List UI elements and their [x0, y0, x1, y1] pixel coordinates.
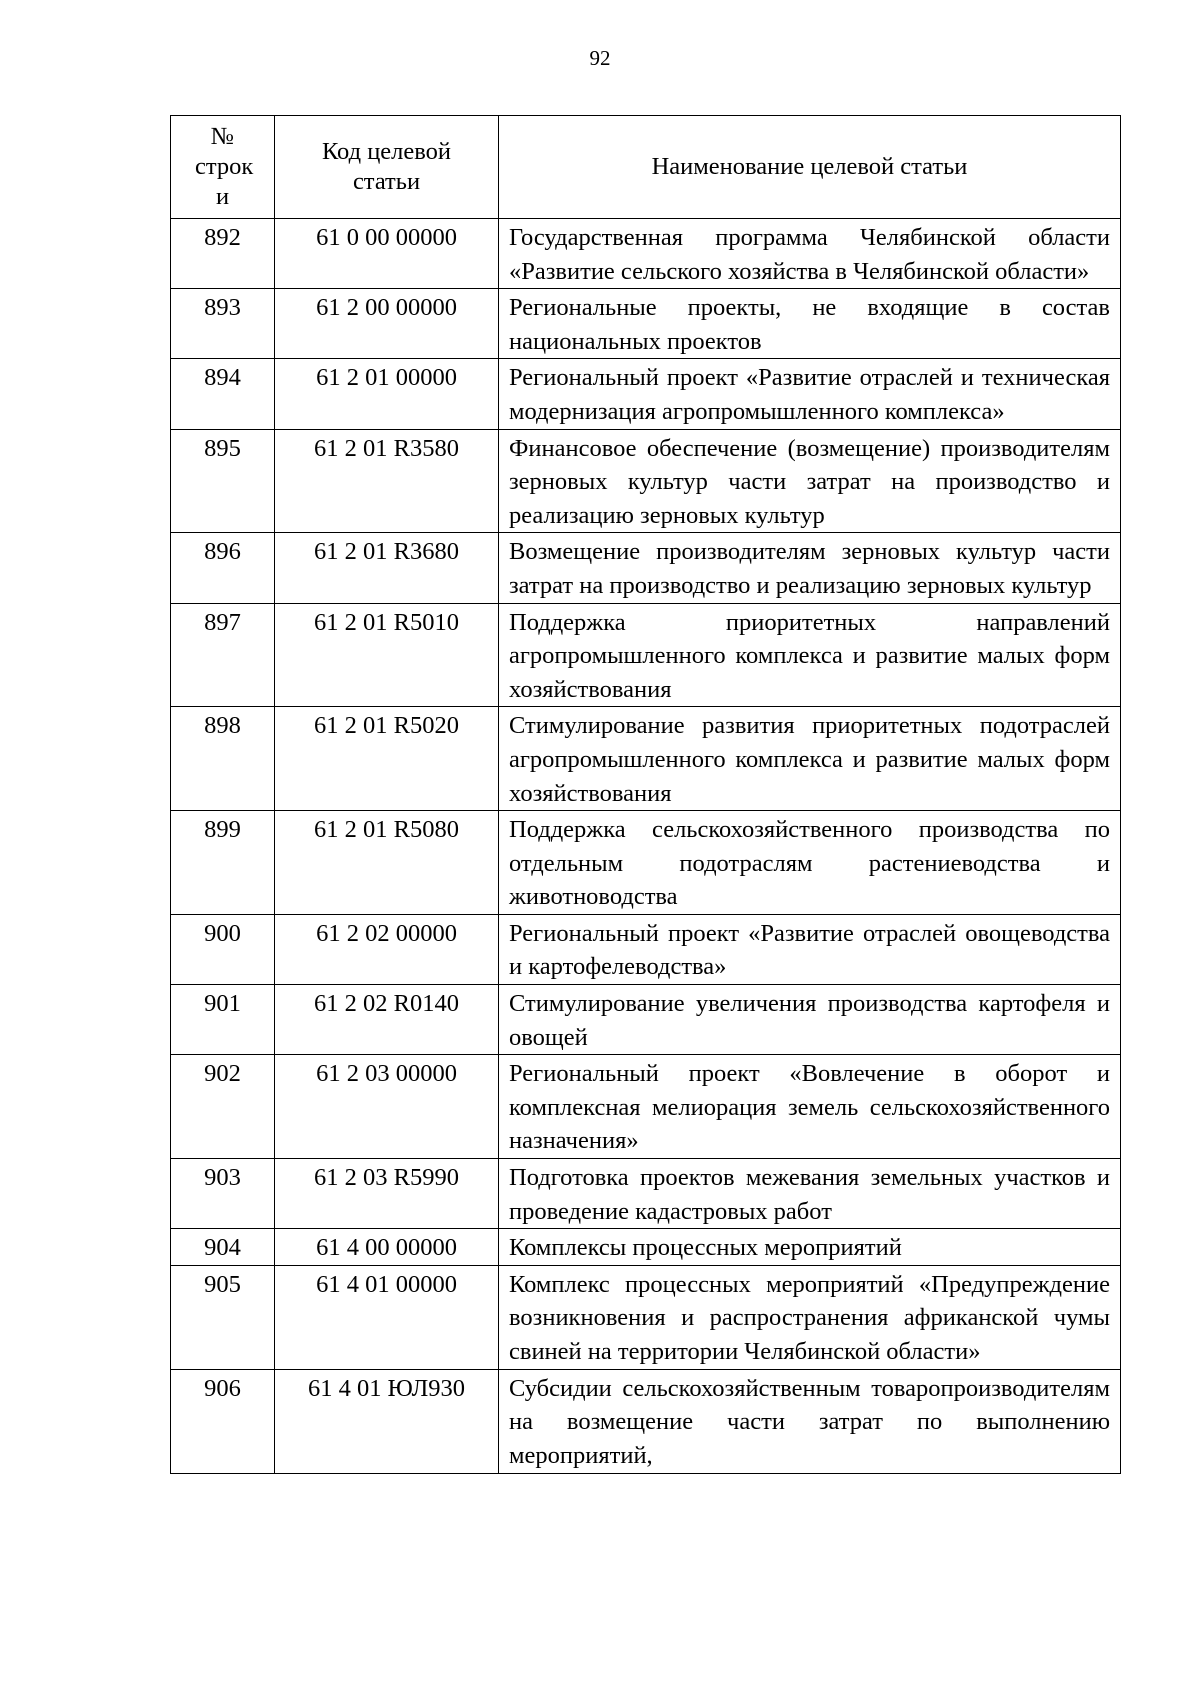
article-name: Региональный проект «Вовлечение в оборот и комплексная мелиорация земель сельскохозяйственного назначения»	[499, 1055, 1121, 1159]
article-code: 61 4 01 ЮЛ930	[275, 1369, 499, 1473]
article-code: 61 4 00 00000	[275, 1229, 499, 1266]
article-name-text: Субсидии сельскохозяйственным товаропроизводителям на возмещение части затрат по выполнению мероприятий,	[509, 1374, 1110, 1469]
article-name: Государственная программа Челябинской области «Развитие сельского хозяйства в Челябинской области»	[499, 219, 1121, 289]
article-code: 61 2 02 R0140	[275, 985, 499, 1055]
page-number: 92	[589, 46, 611, 70]
table-row	[171, 289, 1121, 359]
row-number: 903	[171, 1159, 275, 1229]
row-number: 893	[171, 289, 275, 359]
row-number: 895	[171, 429, 275, 533]
article-code: 61 2 03 R5990	[275, 1159, 499, 1229]
article-name: Региональные проекты, не входящие в состав национальных проектов	[499, 289, 1121, 359]
article-code: 61 2 01 R5010	[275, 603, 499, 707]
table-row	[171, 1055, 1121, 1159]
table-row	[171, 429, 1121, 533]
article-code: 61 4 01 00000	[275, 1265, 499, 1369]
table-row	[171, 1265, 1121, 1369]
article-name: Подготовка проектов межевания земельных участков и проведение кадастровых работ	[499, 1159, 1121, 1229]
header-article-name: Наименование целевой статьи	[499, 116, 1121, 219]
article-name	[499, 1369, 1121, 1473]
header-row-number: № строк и	[171, 116, 275, 219]
article-code: 61 2 01 R5020	[275, 707, 499, 811]
row-number: 896	[171, 533, 275, 603]
article-name: Стимулирование развития приоритетных подотраслей агропромышленного комплекса и развитие малых форм хозяйствования	[499, 707, 1121, 811]
article-code: 61 2 03 00000	[275, 1055, 499, 1159]
article-name: Комплекс процессных мероприятий «Предупреждение возникновения и распространения африканской чумы свиней на территории Челябинской области»	[499, 1265, 1121, 1369]
row-number: 904	[171, 1229, 275, 1266]
table-row	[171, 1229, 1121, 1266]
table-header-row	[171, 116, 1121, 219]
row-number: 902	[171, 1055, 275, 1159]
table-row	[171, 1369, 1121, 1473]
article-name: Региональный проект «Развитие отраслей и техническая модернизация агропромышленного комплекса»	[499, 359, 1121, 429]
table-row	[171, 603, 1121, 707]
article-code: 61 2 01 R5080	[275, 811, 499, 915]
row-number: 906	[171, 1369, 275, 1473]
article-code: 61 2 01 R3680	[275, 533, 499, 603]
article-name: Комплексы процессных мероприятий	[499, 1229, 1121, 1266]
table-row	[171, 811, 1121, 915]
row-number: 900	[171, 914, 275, 984]
row-number: 905	[171, 1265, 275, 1369]
row-number: 901	[171, 985, 275, 1055]
article-code: 61 2 00 00000	[275, 289, 499, 359]
header-article-code: Код целевой статьи	[275, 116, 499, 219]
article-name: Финансовое обеспечение (возмещение) производителям зерновых культур части затрат на производство и реализацию зерновых культур	[499, 429, 1121, 533]
article-name: Стимулирование увеличения производства картофеля и овощей	[499, 985, 1121, 1055]
table-row	[171, 359, 1121, 429]
target-articles-table	[170, 115, 1121, 1474]
article-name: Поддержка сельскохозяйственного производства по отдельным подотраслям растениеводства и животноводства	[499, 811, 1121, 915]
row-number: 894	[171, 359, 275, 429]
table-row	[171, 914, 1121, 984]
article-code: 61 2 02 00000	[275, 914, 499, 984]
table-row	[171, 533, 1121, 603]
table-row	[171, 707, 1121, 811]
article-code: 61 0 00 00000	[275, 219, 499, 289]
article-code: 61 2 01 R3580	[275, 429, 499, 533]
row-number: 897	[171, 603, 275, 707]
table-row	[171, 1159, 1121, 1229]
article-name: Поддержка приоритетных направлений агропромышленного комплекса и развитие малых форм хозяйствования	[499, 603, 1121, 707]
row-number: 898	[171, 707, 275, 811]
row-number: 899	[171, 811, 275, 915]
table-row	[171, 985, 1121, 1055]
table-row	[171, 219, 1121, 289]
article-name: Возмещение производителям зерновых культур части затрат на производство и реализацию зерновых культур	[499, 533, 1121, 603]
article-name: Региональный проект «Развитие отраслей овощеводства и картофелеводства»	[499, 914, 1121, 984]
row-number: 892	[171, 219, 275, 289]
article-code: 61 2 01 00000	[275, 359, 499, 429]
